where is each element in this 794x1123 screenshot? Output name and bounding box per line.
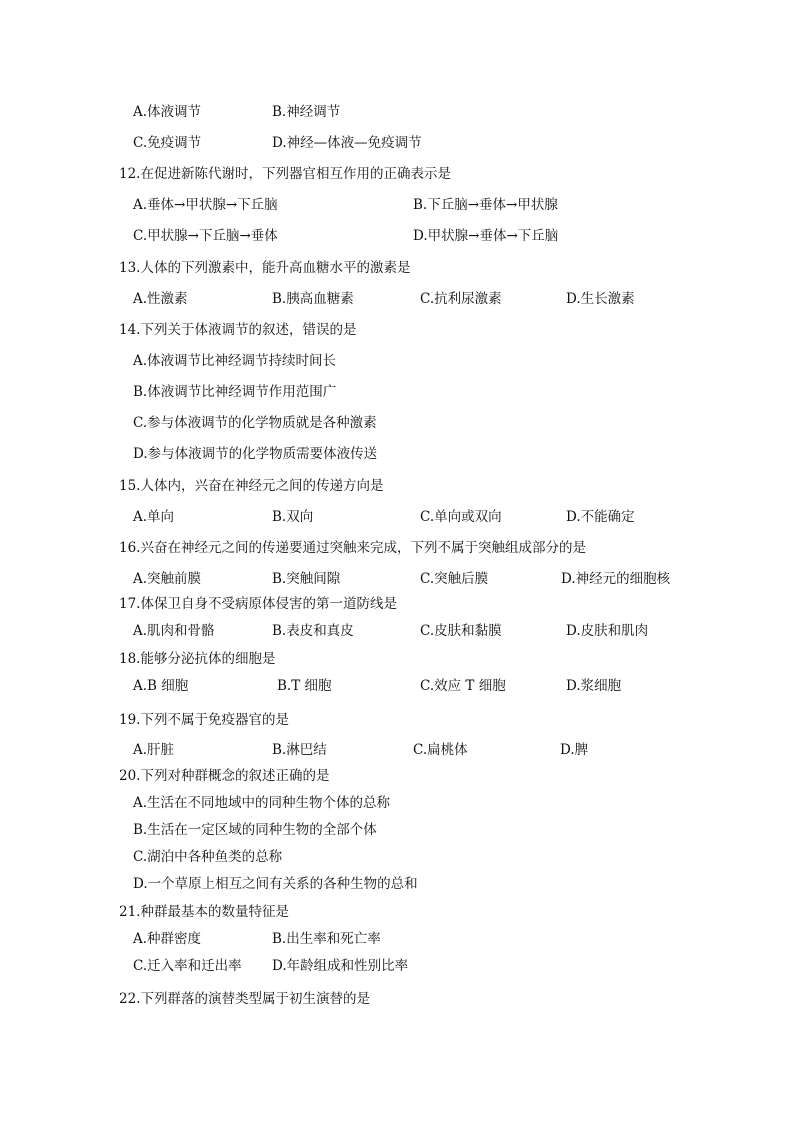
question-stem: 19.下列不属于免疫器官的是 (119, 712, 289, 728)
option-item: C.效应 T 细胞 (420, 678, 506, 694)
option-item: B.生活在一定区域的同种生物的全部个体 (133, 822, 377, 838)
option-item: A.体液调节比神经调节持续时间长 (133, 353, 337, 369)
question-stem: 18.能够分泌抗体的细胞是 (119, 651, 276, 667)
option-item: D.神经元的细胞核 (561, 571, 671, 587)
option-item: B.神经调节 (272, 104, 341, 120)
question-stem: 14.下列关于体液调节的叙述，错误的是 (119, 322, 357, 338)
option-item: D.脾 (560, 742, 589, 758)
option-item: C.突触后膜 (420, 571, 489, 587)
question-stem: 21.种群最基本的数量特征是 (119, 904, 289, 920)
option-item: B.T 细胞 (277, 678, 332, 694)
question-stem: 16.兴奋在神经元之间的传递要通过突触来完成，下列不属于突触组成部分的是 (119, 540, 586, 556)
option-item: C.免疫调节 (133, 135, 202, 151)
question-stem: 17.体保卫自身不受病原体侵害的第一道防线是 (119, 596, 397, 612)
option-item: A.生活在不同地域中的同种生物个体的总称 (133, 795, 391, 811)
option-item: C.参与体液调节的化学物质就是各种激素 (133, 415, 377, 431)
question-stem: 22.下列群落的演替类型属于初生演替的是 (119, 991, 370, 1007)
option-item: D.参与体液调节的化学物质需要体液传送 (133, 446, 378, 462)
question-stem: 12.在促进新陈代谢时，下列器官相互作用的正确表示是 (119, 166, 451, 182)
option-item: A.突触前膜 (133, 571, 202, 587)
option-item: D.浆细胞 (566, 678, 622, 694)
question-stem: 20.下列对种群概念的叙述正确的是 (119, 768, 330, 784)
option-item: A.垂体→甲状腺→下丘脑 (133, 197, 278, 213)
option-item: D.生长激素 (566, 291, 635, 307)
option-item: D.年龄组成和性别比率 (272, 958, 409, 974)
option-item: D.一个草原上相互之间有关系的各种生物的总和 (133, 876, 418, 892)
option-item: A.种群密度 (133, 931, 202, 947)
question-stem: 13.人体的下列激素中，能升高血糖水平的激素是 (119, 260, 411, 276)
option-item: B.淋巴结 (272, 742, 327, 758)
option-item: D.皮肤和肌肉 (566, 623, 649, 639)
option-item: C.甲状腺→下丘脑→垂体 (133, 228, 278, 244)
option-item: A.单向 (133, 509, 175, 525)
option-item: C.湖泊中各种鱼类的总称 (133, 849, 283, 865)
option-item: D.甲状腺→垂体→下丘脑 (413, 228, 559, 244)
option-item: B.双向 (272, 509, 314, 525)
option-item: B.体液调节比神经调节作用范围广 (133, 384, 337, 400)
option-item: D.神经—体液—免疫调节 (272, 135, 422, 151)
option-item: C.扁桃体 (413, 742, 468, 758)
option-item: B.胰高血糖素 (272, 291, 354, 307)
option-item: C.抗利尿激素 (420, 291, 502, 307)
option-item: A.B 细胞 (133, 678, 189, 694)
option-item: D.不能确定 (566, 509, 635, 525)
option-item: A.体液调节 (133, 104, 202, 120)
option-item: C.皮肤和黏膜 (420, 623, 502, 639)
option-item: A.性激素 (133, 291, 188, 307)
option-item: B.下丘脑→垂体→甲状腺 (413, 197, 558, 213)
option-item: A.肌肉和骨骼 (133, 623, 215, 639)
option-item: C.迁入率和迁出率 (133, 958, 242, 974)
option-item: C.单向或双向 (420, 509, 502, 525)
option-item: B.表皮和真皮 (272, 623, 354, 639)
option-item: B.出生率和死亡率 (272, 931, 381, 947)
option-item: B.突触间隙 (272, 571, 341, 587)
option-item: A.肝脏 (133, 742, 175, 758)
question-stem: 15.人体内，兴奋在神经元之间的传递方向是 (119, 478, 384, 494)
